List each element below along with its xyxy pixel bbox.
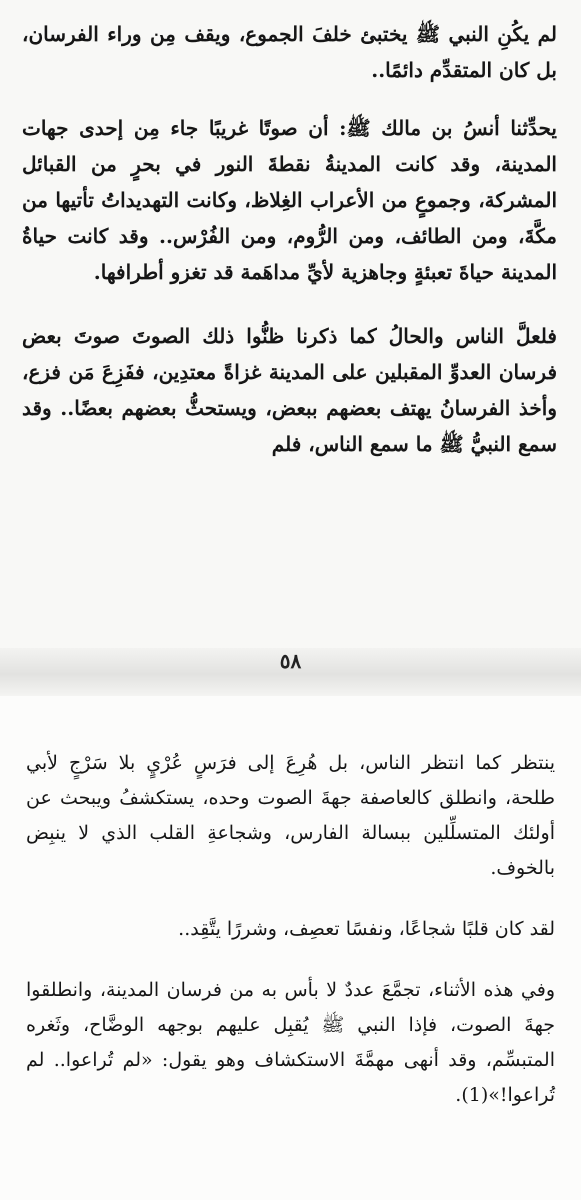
paragraph: لم يكُنِ النبي ﷺ يختبئ خلفَ الجموع، ويقف مِن وراء الفرسان، بل كان المتقدِّم دائمًا..	[22, 22, 557, 82]
paragraph: لقد كان قلبًا شجاعًا، ونفسًا تعصِف، وشررًا يتَّقِد..	[178, 918, 555, 940]
paragraph: وفي هذه الأثناء، تجمَّعَ عددٌ لا بأس به من فرسان المدينة، وانطلقوا جهةَ الصوت، فإذا النبي ﷺ يُقبِل عليهم بوجهه الوضَّاح، وثَغره المتبسِّم، وقد أنهى مهمَّةَ الاستكشاف وهو يقول: «لم تُراعوا.. لم تُراعوا!»(1).	[26, 979, 555, 1106]
page-number: ٥٨	[279, 649, 302, 673]
paragraph: ينتظر كما انتظر الناس، بل هُرِعَ إلى فرَسٍ عُرْيٍ بلا سَرْجٍ لأبي طلحة، وانطلق كالعاصفة جهةَ الصوت وحده، يستكشفُ ويبحث عن أولئك المتسلِّلين ببسالة الفارس، وشجاعةِ القلب الذي لا ينبِض بالخوف.	[26, 752, 555, 879]
paragraph: فلعلَّ الناس والحالُ كما ذكرنا ظنُّوا ذلك الصوتَ صوتَ بعض فرسان العدوِّ المقبلين على المدينة غزاةً معتدِين، ففَزِعَ مَن فزع، وأخذ الفرسانُ يهتف بعضهم ببعض، ويستحثُّ بعضهم بعضًا.. وقد سمع النبيُّ ﷺ ما سمع الناس، فلم	[22, 324, 557, 456]
book-page-bottom	[0, 696, 581, 1200]
paragraph: يحدِّثنا أنسُ بن مالك ﷺ: أن صوتًا غريبًا جاء مِن إحدى جهات المدينة، وقد كانت المدينةُ نقطةَ النور في بحرٍ من القبائل المشركة، وجموعٍ من الأعراب الغِلاظ، وكانت التهديداتُ تأتيها من مكَّةَ، ومن الطائف، ومن الرُّوم، ومن الفُرْس.. وقد كانت حياةُ المدينة حياةَ تعبئةٍ وجاهزية لأيِّ مداهَمة قد تغزو أطرافها.	[22, 116, 557, 284]
